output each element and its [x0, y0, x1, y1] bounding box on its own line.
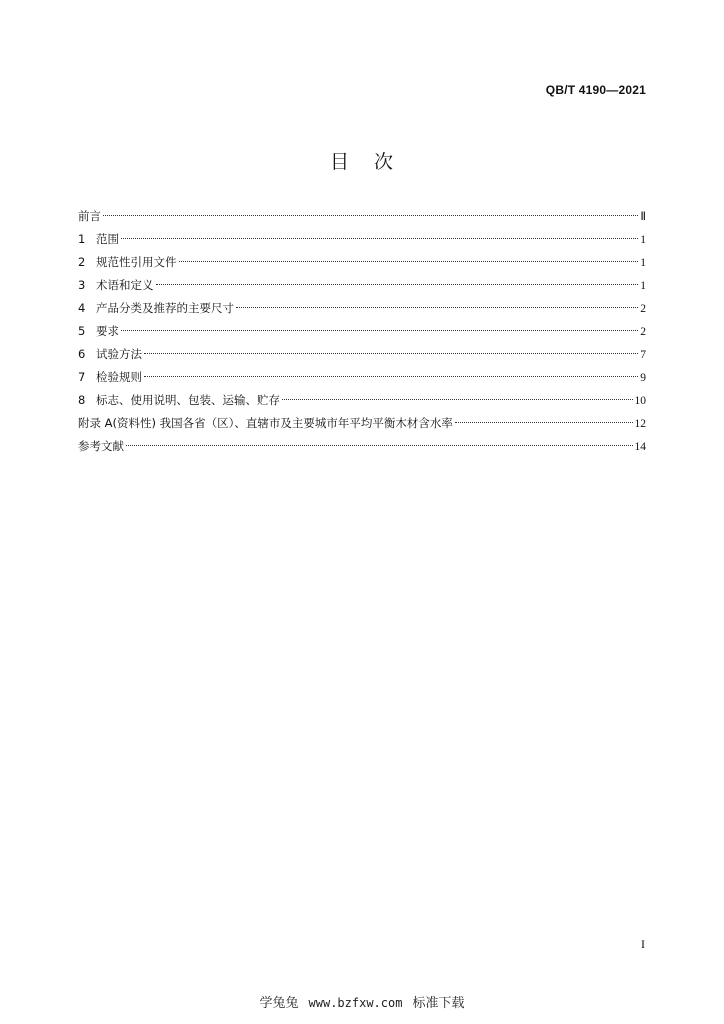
toc-entry-1[interactable] — [78, 228, 646, 251]
toc-entry-page: 7 — [640, 349, 646, 361]
toc-entry-number: 2 — [78, 255, 86, 269]
toc-entry-label: 范围 — [96, 232, 119, 246]
toc-leader-dots — [121, 238, 638, 239]
toc-entry-number: 6 — [78, 347, 86, 361]
toc-entry-number: 4 — [78, 301, 86, 315]
footer-url-link[interactable]: www.bzfxw.com — [308, 996, 403, 1010]
toc-entry-page: 2 — [640, 326, 646, 338]
toc-entry-number: 1 — [78, 232, 86, 246]
title-char-2: 次 — [374, 151, 395, 173]
toc-leader-dots — [144, 353, 638, 354]
toc-entry-label: 试验方法 — [96, 347, 142, 361]
toc-entry-references[interactable] — [78, 435, 646, 458]
toc-entry-number: 7 — [78, 370, 86, 384]
toc-leader-dots — [103, 215, 638, 216]
toc-entry-number: 8 — [78, 393, 86, 407]
toc-entry-page: 9 — [640, 372, 646, 384]
toc-entry-4[interactable] — [78, 297, 646, 320]
toc-entry-page: 1 — [640, 257, 646, 269]
toc-leader-dots — [179, 261, 639, 262]
toc-entry-label: 标志、使用说明、包装、运输、贮存 — [96, 393, 280, 407]
toc-entry-label: 前言 — [78, 209, 101, 223]
toc-entry-5[interactable] — [78, 320, 646, 343]
toc-entry-page: Ⅱ — [640, 211, 646, 223]
toc-entry-3[interactable] — [78, 274, 646, 297]
toc-entry-number: 3 — [78, 278, 86, 292]
toc-entry-label: 要求 — [96, 324, 119, 338]
page-number: I — [641, 937, 645, 951]
toc-leader-dots — [126, 445, 633, 446]
table-of-contents — [78, 205, 646, 458]
toc-entry-8[interactable] — [78, 389, 646, 412]
toc-leader-dots — [121, 330, 638, 331]
toc-entry-page: 14 — [634, 441, 646, 453]
toc-entry-foreword[interactable] — [78, 205, 646, 228]
toc-entry-label: 附录 A(资料性) 我国各省（区）、直辖市及主要城市年平均平衡木材含水率 — [78, 416, 453, 430]
toc-entry-7[interactable] — [78, 366, 646, 389]
standard-code: QB/T 4190—2021 — [545, 83, 646, 97]
toc-entry-label: 检验规则 — [96, 370, 142, 384]
toc-entry-label: 规范性引用文件 — [96, 255, 177, 269]
page-title — [0, 147, 724, 174]
toc-entry-label: 参考文献 — [78, 439, 124, 453]
footer-watermark — [0, 992, 724, 1011]
toc-leader-dots — [455, 422, 633, 423]
toc-entry-number: 5 — [78, 324, 86, 338]
toc-leader-dots — [282, 399, 633, 400]
toc-leader-dots — [156, 284, 639, 285]
footer-site-name: 学兔兔 — [259, 996, 299, 1011]
toc-entry-page: 2 — [640, 303, 646, 315]
toc-entry-label: 产品分类及推荐的主要尺寸 — [96, 301, 234, 315]
toc-entry-page: 1 — [640, 280, 646, 292]
toc-leader-dots — [144, 376, 638, 377]
toc-entry-6[interactable] — [78, 343, 646, 366]
toc-entry-2[interactable] — [78, 251, 646, 274]
title-char-1: 目 — [329, 151, 350, 173]
footer-slogan: 标准下载 — [412, 996, 465, 1011]
toc-entry-page: 10 — [634, 395, 646, 407]
toc-entry-appendix-a[interactable] — [78, 412, 646, 435]
toc-entry-label: 术语和定义 — [96, 278, 154, 292]
toc-leader-dots — [236, 307, 638, 308]
toc-entry-page: 1 — [640, 234, 646, 246]
toc-entry-page: 12 — [634, 418, 646, 430]
